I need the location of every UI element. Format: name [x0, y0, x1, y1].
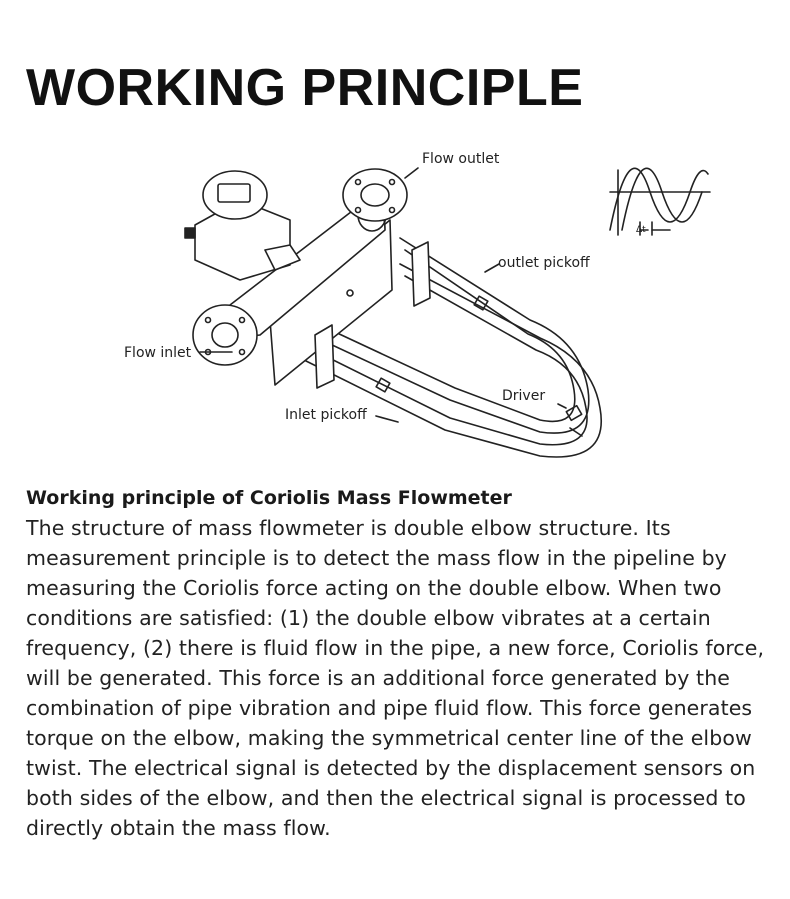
label-delta-t: Δt — [636, 225, 646, 235]
outlet-flange — [343, 169, 407, 221]
label-flow-outlet: Flow outlet — [422, 151, 500, 167]
label-inlet-pickoff: Inlet pickoff — [285, 407, 367, 423]
section-body: The structure of mass flowmeter is double elbow structure. Its measurement principle is to detect the mass flow in the pipeline by measuring the Coriolis force acting on the double elbow. When two conditions are satisfied: (1) the double elbow vibrates at a certain frequency, (2) there is fluid flow in the pipe, a new force, Coriolis force, will be generated. This force is an additional force generated by the combination of pipe vibration and pipe fluid flow. This force generates torque on the elbow, making the symmetrical center line of the elbow twist. The electrical signal is detected by the displacement sensors on both sides of the elbow, and then the electrical signal is processed to directly obtain the mass flow. — [26, 516, 765, 840]
brace-outlet — [412, 242, 430, 306]
label-outlet-pickoff: outlet pickoff — [498, 255, 590, 271]
transmitter-head — [185, 171, 300, 280]
page-title: WORKING PRINCIPLE — [26, 59, 584, 117]
inlet-flange — [193, 305, 257, 365]
label-driver: Driver — [502, 388, 546, 404]
brace-inlet — [315, 325, 334, 388]
label-flow-inlet: Flow inlet — [124, 345, 192, 361]
coriolis-flowmeter-diagram — [100, 140, 740, 470]
sine-wave-inset — [610, 168, 710, 235]
driver-sensor — [566, 406, 581, 421]
section-heading: Working principle of Coriolis Mass Flowmeter — [26, 487, 512, 509]
